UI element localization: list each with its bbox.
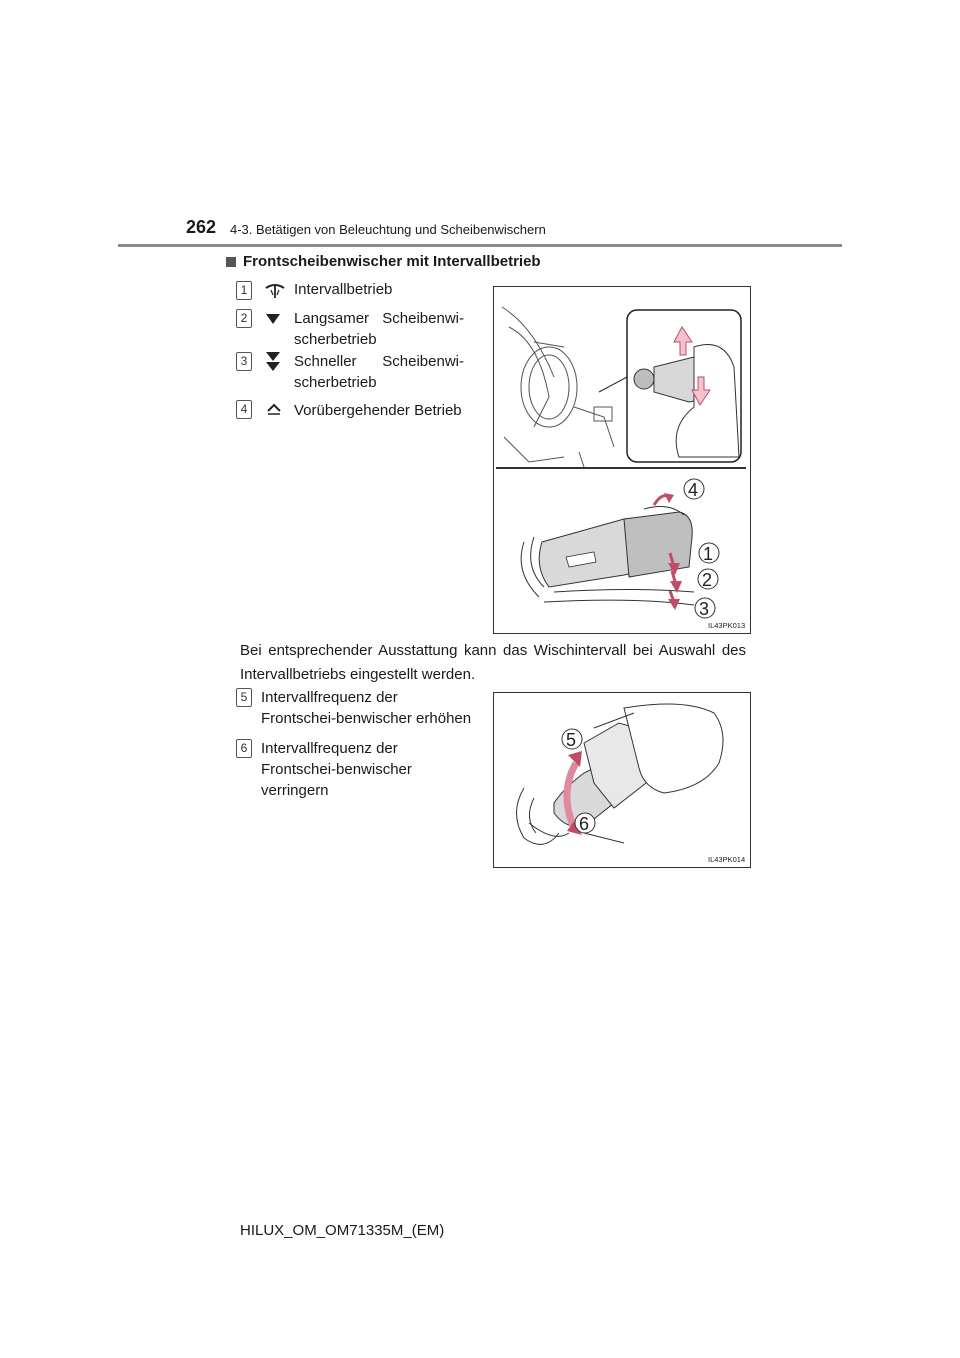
fast-wiper-double-triangle-icon: [265, 351, 281, 373]
item-number-1: 1: [236, 281, 252, 300]
header-divider: [118, 244, 842, 247]
item-number-4: 4: [236, 400, 252, 419]
item-number-3: 3: [236, 352, 252, 371]
intermittent-wiper-icon: [264, 282, 286, 300]
item-number-2: 2: [236, 309, 252, 328]
figure1-callout-3: 3: [699, 599, 710, 619]
document-footer: HILUX_OM_OM71335M_(EM): [240, 1222, 445, 1239]
slow-wiper-triangle-icon: [265, 313, 281, 325]
item-text-3-content: Schneller Scheibenwi-scherbetrieb: [294, 353, 464, 391]
figure1-callout-4: 4: [688, 480, 699, 500]
figure2-callout-5: 5: [566, 730, 577, 750]
figure1-code: IL43PK013: [708, 621, 746, 630]
section-heading: [226, 253, 541, 270]
item-number-6: 6: [236, 739, 252, 758]
page-number: 262: [186, 217, 217, 237]
item-text-5: Intervallfrequenz der Frontschei-benwischer erhöhen: [261, 689, 472, 727]
item-number-5: 5: [236, 688, 252, 707]
interval-adjust-illustration: [494, 693, 750, 867]
figure2-code: IL43PK014: [708, 855, 746, 864]
item-text-3: [294, 351, 464, 393]
section-bullet-icon: [226, 257, 236, 267]
item-text-6: Intervallfrequenz der Frontschei-benwischer verringern: [261, 740, 412, 799]
figure2-callout-6: 6: [579, 814, 590, 834]
figure1-callout-1: 1: [703, 544, 714, 564]
chapter-title: 4-3. Betätigen von Beleuchtung und Scheibenwischern: [230, 222, 546, 237]
wiper-lever-illustration: [494, 287, 750, 633]
mist-wiper-chevron-icon: [267, 403, 281, 415]
item-text-1: Intervallbetrieb: [294, 281, 393, 298]
body-paragraph: Bei entsprechender Ausstattung kann das Wischintervall bei Auswahl des Intervallbetriebs eingestellt werden.: [240, 642, 746, 683]
interval-adjust-figure: [493, 692, 751, 868]
item-text-2-content: Langsamer Scheibenwi-scherbetrieb: [294, 310, 464, 348]
section-title: Frontscheibenwischer mit Intervallbetrieb: [243, 253, 541, 270]
item-text-2: [294, 308, 464, 350]
figure1-callout-2: 2: [702, 570, 713, 590]
wiper-lever-figure: [493, 286, 751, 634]
item-text-4: Vorübergehender Betrieb: [294, 402, 462, 419]
